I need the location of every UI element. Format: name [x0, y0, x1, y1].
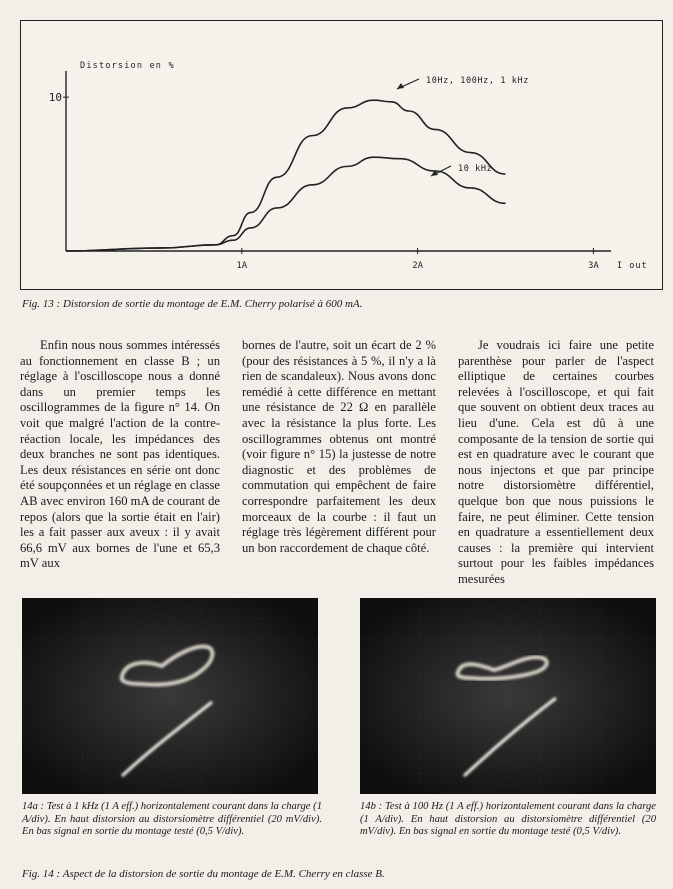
- figure-14-caption: Fig. 14 : Aspect de la distorsion de sortie du montage de E.M. Cherry en classe B.: [22, 868, 385, 880]
- series-line-1: [66, 100, 506, 251]
- distortion-plot: [21, 21, 664, 291]
- text-column-2: [242, 338, 436, 556]
- y-tick-label: 10: [48, 91, 62, 105]
- oscillogram-14a: [22, 598, 318, 794]
- x-tick-label: 1A: [236, 261, 248, 271]
- text-column-3: [458, 338, 654, 588]
- oscillogram-14b: [360, 598, 656, 794]
- x-tick-label: 3A: [587, 261, 599, 271]
- paragraph-2: bornes de l'autre, soit un écart de 2 % (pour des résistances à 5 %, il n'y a là rien de scandaleux). Nous avons donc remédié à cette différence en mettant une résistance de 22 Ω en parallèle avec la résistance la plus forte. Les oscillogrammes obtenus ont montré (voir figure n° 15) la justesse de notre diagnostic et des problèmes de commutation qui empêchent de faire correspondre parfaitement les deux morceaux de la courbe : il faut un réglage très légèrement différent pour un bon raccordement de chaque côté.: [242, 338, 436, 555]
- paragraph-3: Je voudrais ici faire une petite parenthèse pour parler de l'aspect elliptique de certaines courbes relevées à l'oscilloscope, et qui fait que souvent on obtient deux traces au lieu d'une. Cela est dû à une composante de la tension de sortie qui est en quadrature avec le courant que nous injectons et que par principe notre distorsiomètre différentiel, quelque bon que nous puissions le faire, ne peut éliminer. Cette tension en quadrature a essentiellement deux causes : la première qui intervient surtout pour les faibles impédances mesurées: [458, 338, 654, 586]
- series-label-1: 10Hz, 100Hz, 1 kHz: [426, 76, 529, 86]
- paragraph-1: Enfin nous nous sommes intéressés au fonctionnement en classe B ; un réglage à l'oscilloscope nous a donné dans un premier temps les oscillogrammes de la figure n° 14. On voit que malgré l'action de la contre-réaction locale, les impédances des deux branches ne sont pas identiques. Les deux résistances en série ont donc été soupçonnées et un réglage en classe AB avec environ 160 mA de courant de repos (alors que la sortie était en l'air) les a fait passer aux aveux : il y avait 66,6 mV aux bornes de l'une et 65,3 mV aux: [20, 338, 220, 571]
- caption-14a: 14a : Test à 1 kHz (1 A eff.) horizontalement courant dans la charge (1 A/div). En haut distorsion au distorsiomètre différentiel (20 mV/div). En bas signal en sortie du montage testé (0,5 V/div).: [22, 801, 322, 838]
- figure-13-caption: Fig. 13 : Distorsion de sortie du montage de E.M. Cherry polarisé à 600 mA.: [22, 298, 363, 310]
- caption-14b: 14b : Test à 100 Hz (1 A eff.) horizontalement courant dans la charge (1 A/div). En haut distorsion au distorsiomètre différentiel (20 mV/div). En bas signal en sortie du montage testé (0,5 V/div).: [360, 801, 656, 838]
- x-axis-label: I out: [617, 261, 648, 271]
- x-tick-label: 2A: [412, 261, 424, 271]
- series-label-2: 10 kHz: [458, 164, 493, 174]
- text-column-1: [20, 338, 220, 572]
- figure-13-chart: [20, 20, 663, 290]
- y-axis-label: Distorsion en %: [80, 61, 175, 71]
